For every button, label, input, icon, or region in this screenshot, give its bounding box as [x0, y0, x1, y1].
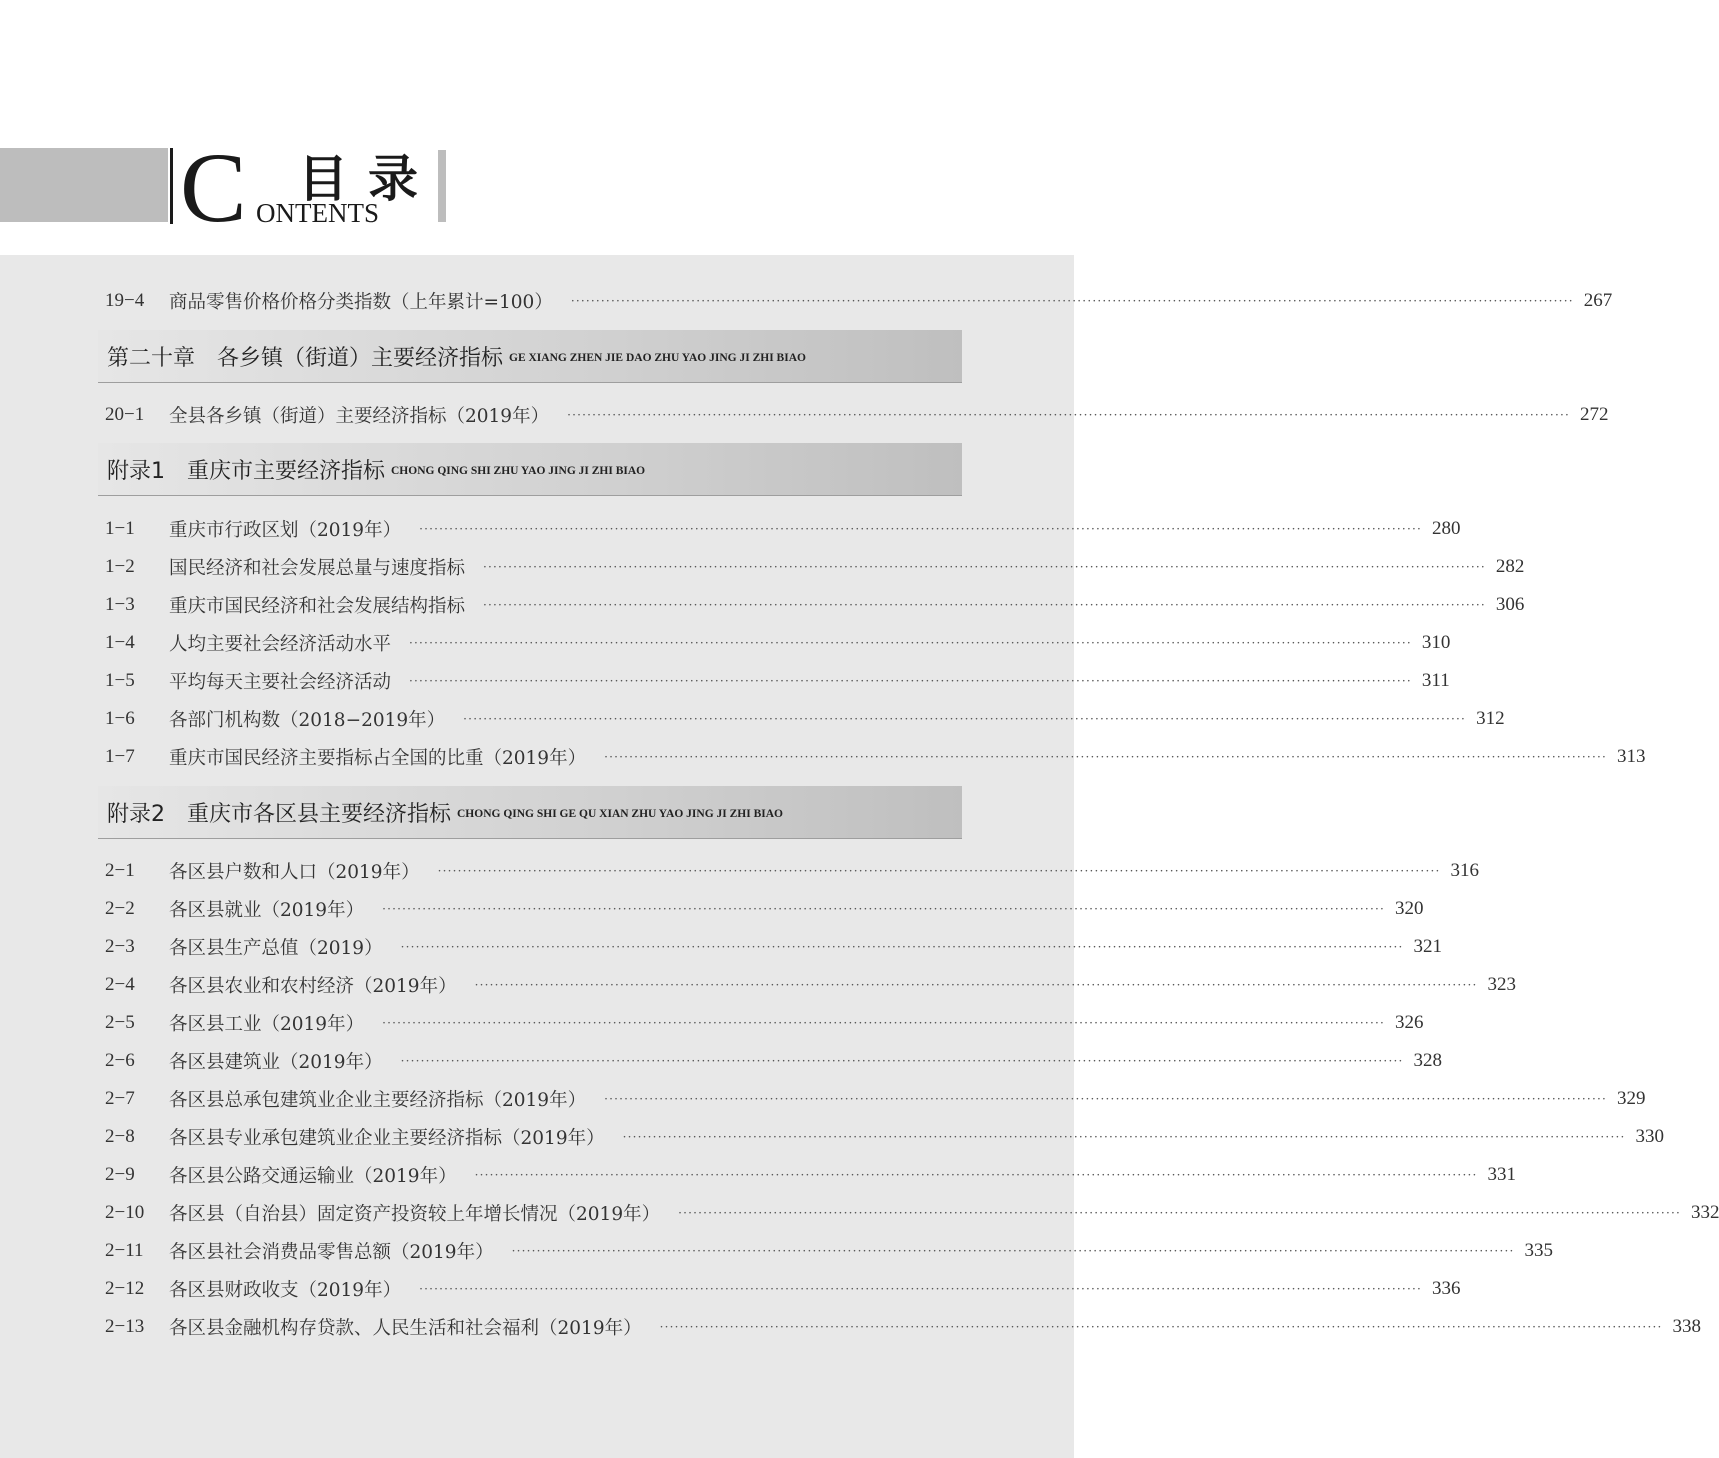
toc-row-number: 1−3 [105, 594, 135, 615]
toc-row-leader: ········································································································································································································ [570, 294, 1574, 308]
toc-row-title: 平均每天主要社会经济活动 [169, 672, 392, 693]
toc-row-number: 2−6 [105, 1050, 135, 1071]
toc-row-page: 323 [1487, 974, 1516, 995]
toc-row[interactable] [105, 1009, 1424, 1037]
chapter-pinyin: CHONG QING SHI GE QU XIAN ZHU YAO JING JI ZHI BIAO [457, 808, 783, 820]
toc-row[interactable] [105, 1313, 1701, 1341]
toc-row-page: 331 [1487, 1164, 1516, 1185]
toc-row-leader: ········································································································································································································ [419, 1282, 1422, 1296]
toc-row-number: 2−1 [105, 860, 135, 881]
toc-row[interactable] [105, 553, 1525, 581]
toc-row-number: 2−2 [105, 898, 135, 919]
toc-row[interactable] [105, 895, 1424, 923]
toc-row-title: 各区县社会消费品零售总额（2019年） [169, 1242, 494, 1263]
toc-row-leader: ········································································································································································································ [511, 1244, 1515, 1258]
toc-row[interactable] [105, 1237, 1553, 1265]
toc-row-title: 各区县工业（2019年） [169, 1014, 365, 1035]
toc-row-leader: ········································································································································································································ [400, 940, 1404, 954]
toc-row-leader: ········································································································································································································ [567, 408, 1570, 422]
toc-row-title: 各区县金融机构存贷款、人民生活和社会福利（2019年） [169, 1318, 642, 1339]
toc-row[interactable] [105, 629, 1451, 657]
chapter-title: 附录1 重庆市主要经济指标 [107, 458, 385, 484]
toc-row-title: 各区县就业（2019年） [169, 900, 365, 921]
toc-row-title: 各区县建筑业（2019年） [169, 1052, 383, 1073]
toc-row[interactable] [105, 1123, 1664, 1151]
toc-row-page: 311 [1421, 670, 1450, 691]
toc-row-title: 各区县（自治县）固定资产投资较上年增长情况（2019年） [169, 1204, 661, 1225]
toc-row-number: 1−7 [105, 746, 135, 767]
toc-row-leader: ········································································································································································································ [622, 1130, 1626, 1144]
toc-row-title: 各部门机构数（2018−2019年） [169, 710, 446, 731]
toc-row-leader: ········································································································································································································ [382, 902, 1385, 916]
toc-row-page: 335 [1524, 1240, 1553, 1261]
toc-row-leader: ········································································································································································································ [409, 674, 1412, 688]
toc-row-number: 1−1 [105, 518, 135, 539]
toc-row[interactable] [105, 667, 1450, 695]
toc-row-number: 2−11 [105, 1240, 144, 1261]
toc-row-page: 320 [1394, 898, 1424, 919]
toc-row[interactable] [105, 401, 1609, 429]
toc-row[interactable] [105, 591, 1525, 619]
toc-row-page: 272 [1579, 404, 1609, 425]
toc-row-title: 各区县生产总值（2019） [169, 938, 383, 959]
toc-row-title: 各区县财政收支（2019年） [169, 1280, 402, 1301]
toc-row-number: 2−12 [105, 1278, 145, 1299]
toc-row-leader: ········································································································································································································ [437, 864, 1441, 878]
toc-row-title: 人均主要社会经济活动水平 [169, 634, 392, 655]
toc-row-page: 321 [1413, 936, 1442, 957]
toc-row-leader: ········································································································································································································ [678, 1206, 1681, 1220]
toc-row-title: 各区县户数和人口（2019年） [169, 862, 420, 883]
toc-row-page: 267 [1583, 290, 1613, 311]
toc-chapter-heading[interactable] [98, 786, 962, 839]
toc-row-leader: ········································································································································································································ [409, 636, 1412, 650]
toc-row[interactable] [105, 933, 1442, 961]
toc-row-leader: ········································································································································································································ [400, 1054, 1404, 1068]
toc-row-page: 328 [1413, 1050, 1442, 1071]
toc-row[interactable] [105, 1199, 1719, 1227]
toc-row-number: 2−8 [105, 1126, 135, 1147]
toc-row-number: 2−3 [105, 936, 135, 957]
toc-row-title: 重庆市国民经济和社会发展结构指标 [169, 596, 466, 617]
toc-row-page: 336 [1431, 1278, 1461, 1299]
contents-title-en: ONTENTS [256, 198, 379, 228]
toc-row[interactable] [105, 287, 1613, 315]
toc-row-number: 20−1 [105, 404, 145, 425]
toc-row-leader: ········································································································································································································ [474, 978, 1478, 992]
toc-row-page: 306 [1495, 594, 1525, 615]
toc-chapter-heading[interactable] [98, 330, 962, 383]
toc-row-leader: ········································································································································································································ [483, 598, 1486, 612]
toc-row-page: 312 [1476, 708, 1505, 729]
toc-row-title: 各区县总承包建筑业企业主要经济指标（2019年） [169, 1090, 587, 1111]
toc-row-number: 2−5 [105, 1012, 135, 1033]
toc-row[interactable] [105, 1047, 1442, 1075]
toc-chapter-heading[interactable] [98, 443, 962, 496]
toc-row-number: 2−9 [105, 1164, 135, 1185]
toc-row-number: 2−4 [105, 974, 135, 995]
toc-row-title: 重庆市国民经济主要指标占全国的比重（2019年） [169, 748, 587, 769]
toc-row-title: 商品零售价格价格分类指数（上年累计=100） [169, 292, 553, 313]
toc-row[interactable] [105, 1161, 1516, 1189]
toc-row-leader: ········································································································································································································ [419, 522, 1422, 536]
toc-row-title: 各区县农业和农村经济（2019年） [169, 976, 457, 997]
toc-row[interactable] [105, 705, 1505, 733]
toc-row[interactable] [105, 857, 1479, 885]
toc-row[interactable] [105, 971, 1516, 999]
toc-row-number: 19−4 [105, 290, 145, 311]
toc-row-number: 1−2 [105, 556, 135, 577]
toc-row-number: 2−7 [105, 1088, 135, 1109]
chapter-pinyin: GE XIANG ZHEN JIE DAO ZHU YAO JING JI ZHI BIAO [509, 352, 806, 364]
toc-row-page: 310 [1421, 632, 1451, 653]
header-vertical-rule [170, 148, 173, 224]
toc-row-title: 重庆市行政区划（2019年） [169, 520, 402, 541]
toc-row-number: 1−5 [105, 670, 135, 691]
toc-row-number: 2−10 [105, 1202, 145, 1223]
header-end-bar [438, 150, 446, 222]
toc-row-title: 国民经济和社会发展总量与速度指标 [169, 558, 466, 579]
chapter-title: 第二十章 各乡镇（街道）主要经济指标 [107, 345, 504, 371]
toc-row-number: 1−6 [105, 708, 135, 729]
toc-row-title: 各区县专业承包建筑业企业主要经济指标（2019年） [169, 1128, 605, 1149]
toc-row-page: 313 [1616, 746, 1646, 767]
toc-row[interactable] [105, 743, 1646, 771]
toc-row-leader: ········································································································································································································ [604, 750, 1607, 764]
contents-title-cn: 目录 [298, 149, 438, 208]
toc-row[interactable] [105, 1085, 1646, 1113]
toc-row-leader: ········································································································································································································ [474, 1168, 1478, 1182]
toc-row[interactable] [105, 1275, 1461, 1303]
toc-row-title: 全县各乡镇（街道）主要经济指标（2019年） [169, 406, 550, 427]
toc-row-leader: ········································································································································································································ [463, 712, 1467, 726]
toc-row-page: 316 [1450, 860, 1479, 881]
contents-big-letter: C [180, 132, 247, 243]
chapter-pinyin: CHONG QING SHI ZHU YAO JING JI ZHI BIAO [391, 465, 646, 477]
header-gray-band [0, 148, 168, 222]
toc-row-page: 330 [1635, 1126, 1664, 1147]
chapter-title: 附录2 重庆市各区县主要经济指标 [107, 801, 451, 827]
toc-row-page: 332 [1690, 1202, 1719, 1223]
toc-row-page: 326 [1394, 1012, 1424, 1033]
toc-row-leader: ········································································································································································································ [483, 560, 1486, 574]
toc-row-page: 280 [1431, 518, 1461, 539]
toc-row-page: 338 [1672, 1316, 1701, 1337]
toc-row-leader: ········································································································································································································ [604, 1092, 1607, 1106]
toc-row-number: 2−13 [105, 1316, 145, 1337]
toc-row-leader: ········································································································································································································ [382, 1016, 1385, 1030]
toc-row[interactable] [105, 515, 1461, 543]
toc-row-page: 282 [1495, 556, 1525, 577]
toc-row-leader: ········································································································································································································ [659, 1320, 1663, 1334]
toc-row-title: 各区县公路交通运输业（2019年） [169, 1166, 457, 1187]
toc-row-page: 329 [1616, 1088, 1646, 1109]
toc-row-number: 1−4 [105, 632, 135, 653]
